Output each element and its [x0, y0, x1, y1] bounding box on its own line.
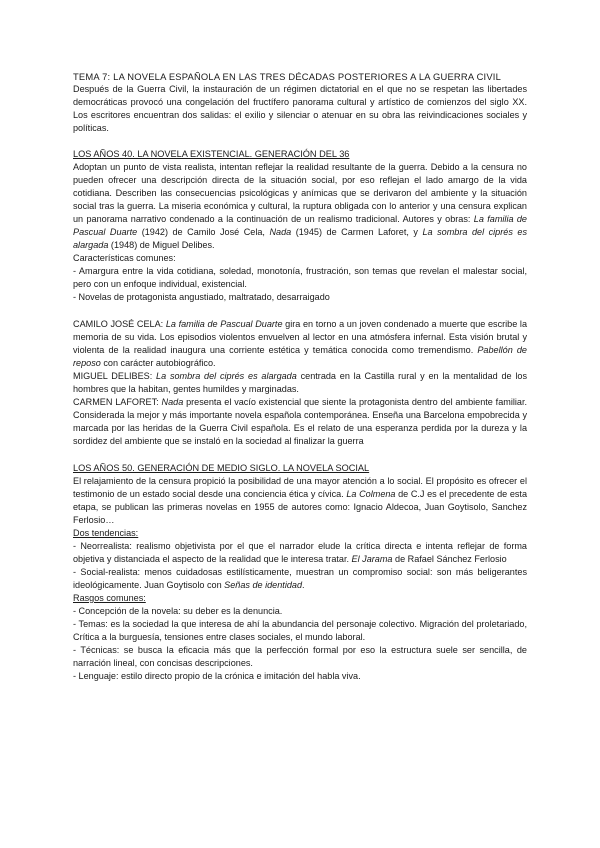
author-cela [73, 318, 527, 370]
work-title: La sombra del ciprés es alargada [156, 371, 297, 381]
trait-item: - Temas: es la sociedad la que interesa de ahí la abundancia del personaje colectivo. Migración del proletariado, Crítica a la burguesía, tensiones entre clases sociales, el mundo laboral. [73, 619, 527, 642]
text-run: gira en torno a un joven condenado a muerte que escribe la memoria de su vida. Los episodios violentos envuelven al lector en una atmósfera infernal. Esta visión brutal y violenta de la realidad inaugura una corriente estética y temática conocida como tremendismo. [73, 319, 527, 355]
text-run: (1945) de Carmen Laforet, y [291, 227, 423, 237]
feature-item: - Amargura entre la vida cotidiana, soledad, monotonía, frustración, son temas que revelan el malestar social, pero con un enfoque individual, existencial. [73, 266, 527, 289]
text-run: (1942) de Camilo José Cela, [137, 227, 270, 237]
work-title: La Colmena [346, 489, 396, 499]
section-40s [73, 148, 527, 304]
section-50s-heading: LOS AÑOS 50. GENERACIÓN DE MEDIO SIGLO. LA NOVELA SOCIAL [73, 463, 370, 473]
authors-section [73, 318, 527, 448]
work-title: La sombra del ciprés es alargada [73, 227, 527, 250]
trend-item [73, 566, 527, 592]
features-title: Características comunes: [73, 253, 176, 263]
trait-item: - Técnicas: se busca la eficacia más que la perfección formal por eso la estructura suele ser sencilla, de narración lineal, con concisas descripciones. [73, 645, 527, 668]
section-40s-heading: LOS AÑOS 40. LA NOVELA EXISTENCIAL. GENERACIÓN DEL 36 [73, 149, 350, 159]
author-name: CARMEN LAFORET: [73, 397, 162, 407]
section-50s-paragraph [73, 475, 527, 527]
traits-title: Rasgos comunes: [73, 593, 146, 603]
document-page [73, 70, 527, 683]
trait-item: - Concepción de la novela: su deber es la denuncia. [73, 606, 283, 616]
text-run: centrada en la Castilla rural y en la mentalidad de los hombres que la habitan, gentes humildes y marginadas. [73, 371, 527, 394]
author-name: CAMILO JOSÉ CELA: [73, 319, 166, 329]
text-run: Adoptan un punto de vista realista, intentan reflejar la realidad resultante de la guerra. Debido a la censura no pueden ofrecer una descripción directa de la situación social, por eso reflejan el lado amargo de la vida cotidiana. Describen las consecuencias psicológicas y anímicas que se derivaron del ambiente y la situación social tras la guerra. La miseria económica y cultural, la ruptura obligada con lo anterior y una censura explican un panorama narrativo condenado a la continuación de un realismo tradicional. Autores y obras: [73, 162, 527, 224]
work-title: Nada [161, 397, 184, 407]
author-delibes [73, 370, 527, 396]
author-name: MIGUEL DELIBES: [73, 371, 157, 381]
intro-paragraph: Después de la Guerra Civil, la instauración de un régimen dictatorial en el que no se respetan las libertades democráticas provocó una congelación del fructífero panorama cultural y artístico de comienzos del siglo XX. Los escritores encuentran dos salidas: el exilio y silenciar o atenuar en su obra las reivindicaciones sociales y políticas. [73, 84, 527, 133]
text-run: presenta el vacío existencial que siente la protagonista dentro del ambiente familiar. Considerada la mejor y más importante novela española contemporánea. Enseña una Barcelona empobrecida y marcada por las heridas de la Guerra Civil española. Es el relato de una esperanza perdida por la dureza y la sordidez del ambiente que se instaló en la sociedad al finalizar la guerra [73, 397, 527, 446]
section-40s-paragraph [73, 161, 527, 252]
work-title: El Jarama [351, 554, 393, 564]
text-run: con carácter autobiográfico. [100, 358, 216, 368]
trend-item [73, 540, 527, 566]
text-run: - Social-realista: menos cuidadosas estilísticamente, muestran un compromiso social: son más beligerantes ideológicamente. Juan Goytisolo con [73, 567, 527, 590]
work-title: La familia de Pascual Duarte [73, 214, 527, 237]
work-title: Señas de identidad [224, 580, 303, 590]
work-title: Pabellón de reposo [73, 345, 527, 368]
document-title: TEMA 7: LA NOVELA ESPAÑOLA EN LAS TRES DÉCADAS POSTERIORES A LA GUERRA CIVIL [73, 71, 502, 82]
text-run: de C.J es el precedente de esta etapa, se publican las primeras novelas en 1955 de autores como: Ignacio Aldecoa, Juan Goytisolo, Sanchez Ferlosio… [73, 489, 528, 525]
work-title: Nada [269, 227, 292, 237]
trends-title: Dos tendencias: [73, 528, 139, 538]
text-run: de Rafael Sánchez Ferlosio [392, 554, 507, 564]
text-run: El relajamiento de la censura propició la posibilidad de una mayor atención a lo social. El propósito es ofrecer el testimonio de un estado social desde una conciencia ética y cívica. [73, 476, 527, 499]
author-laforet [73, 396, 527, 448]
section-50s [73, 462, 527, 683]
feature-item: - Novelas de protagonista angustiado, maltratado, desarraigado [73, 292, 330, 302]
work-title: La familia de Pascual Duarte [165, 319, 283, 329]
trait-item: - Lenguaje: estilo directo propio de la crónica e imitación del habla viva. [73, 671, 361, 681]
text-run: . [302, 580, 305, 590]
text-run: (1948) de Miguel Delibes. [108, 240, 215, 250]
text-run: - Neorrealista: realismo objetivista por el que el narrador elude la crítica directa e intenta reflejar de forma objetiva y distanciada el aspecto de la realidad que le interesa tratar. [73, 541, 527, 564]
